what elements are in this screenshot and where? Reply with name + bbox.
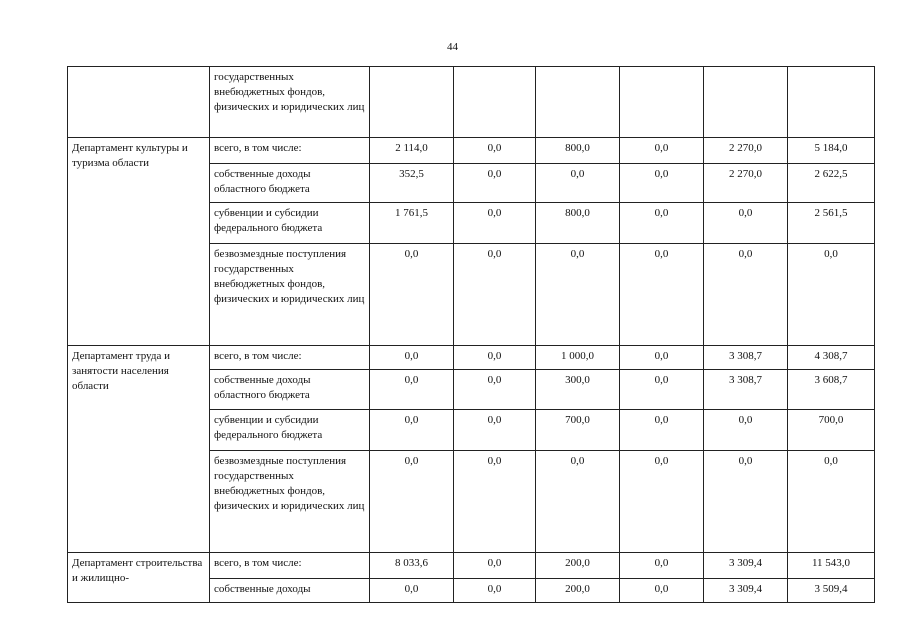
value-cell: 800,0 — [536, 138, 620, 164]
department-cell: Департамент труда и занятости населения области — [68, 346, 210, 553]
value-cell: 0,0 — [704, 203, 788, 244]
value-cell: 0,0 — [454, 138, 536, 164]
value-cell: 0,0 — [788, 244, 875, 346]
table-row — [68, 138, 875, 164]
value-cell: 11 543,0 — [788, 553, 875, 579]
value-cell: 0,0 — [454, 451, 536, 553]
value-cell: 0,0 — [620, 579, 704, 603]
value-cell: 0,0 — [704, 451, 788, 553]
value-cell: 200,0 — [536, 553, 620, 579]
source-cell: безвозмездные поступления государственных внебюджетных фондов, физических и юридических лиц — [210, 244, 370, 346]
value-cell: 352,5 — [370, 164, 454, 203]
value-cell: 0,0 — [454, 553, 536, 579]
value-cell: 0,0 — [370, 244, 454, 346]
value-cell — [536, 67, 620, 138]
value-cell: 0,0 — [704, 244, 788, 346]
value-cell: 3 608,7 — [788, 370, 875, 410]
value-cell — [370, 67, 454, 138]
table-row — [68, 67, 875, 138]
table-row — [68, 553, 875, 579]
value-cell: 700,0 — [788, 410, 875, 451]
source-cell: собственные доходы областного бюджета — [210, 370, 370, 410]
value-cell: 0,0 — [454, 203, 536, 244]
value-cell: 0,0 — [370, 579, 454, 603]
value-cell — [704, 67, 788, 138]
value-cell: 200,0 — [536, 579, 620, 603]
value-cell: 1 761,5 — [370, 203, 454, 244]
source-cell: субвенции и субсидии федерального бюджета — [210, 203, 370, 244]
value-cell: 0,0 — [620, 410, 704, 451]
value-cell: 2 114,0 — [370, 138, 454, 164]
department-cell — [68, 67, 210, 138]
value-cell — [788, 67, 875, 138]
value-cell: 3 509,4 — [788, 579, 875, 603]
value-cell: 5 184,0 — [788, 138, 875, 164]
source-cell: всего, в том числе: — [210, 138, 370, 164]
table-row — [68, 346, 875, 370]
value-cell: 700,0 — [536, 410, 620, 451]
value-cell: 0,0 — [620, 370, 704, 410]
value-cell: 0,0 — [454, 244, 536, 346]
value-cell: 0,0 — [704, 410, 788, 451]
value-cell: 0,0 — [620, 164, 704, 203]
value-cell: 0,0 — [454, 410, 536, 451]
value-cell: 0,0 — [454, 164, 536, 203]
value-cell — [620, 67, 704, 138]
value-cell: 2 622,5 — [788, 164, 875, 203]
value-cell: 0,0 — [454, 346, 536, 370]
department-cell: Департамент культуры и туризма области — [68, 138, 210, 346]
value-cell: 0,0 — [536, 244, 620, 346]
value-cell: 3 309,4 — [704, 579, 788, 603]
value-cell: 0,0 — [536, 164, 620, 203]
source-cell: собственные доходы — [210, 579, 370, 603]
value-cell: 8 033,6 — [370, 553, 454, 579]
value-cell: 4 308,7 — [788, 346, 875, 370]
value-cell: 0,0 — [370, 346, 454, 370]
page-number: 44 — [447, 41, 458, 53]
budget-table — [67, 66, 875, 603]
value-cell — [454, 67, 536, 138]
department-cell: Департамент строительства и жилищно- — [68, 553, 210, 603]
value-cell: 0,0 — [788, 451, 875, 553]
value-cell: 0,0 — [370, 410, 454, 451]
value-cell: 0,0 — [454, 579, 536, 603]
value-cell: 0,0 — [620, 346, 704, 370]
value-cell: 0,0 — [620, 451, 704, 553]
value-cell: 0,0 — [620, 138, 704, 164]
value-cell: 3 309,4 — [704, 553, 788, 579]
source-cell: всего, в том числе: — [210, 346, 370, 370]
value-cell: 2 270,0 — [704, 138, 788, 164]
value-cell: 0,0 — [536, 451, 620, 553]
source-cell: безвозмездные поступления государственных внебюджетных фондов, физических и юридических лиц — [210, 451, 370, 553]
value-cell: 0,0 — [454, 370, 536, 410]
value-cell: 300,0 — [536, 370, 620, 410]
source-cell: собственные доходы областного бюджета — [210, 164, 370, 203]
source-cell: субвенции и субсидии федерального бюджета — [210, 410, 370, 451]
source-cell: всего, в том числе: — [210, 553, 370, 579]
value-cell: 2 561,5 — [788, 203, 875, 244]
value-cell: 800,0 — [536, 203, 620, 244]
value-cell: 1 000,0 — [536, 346, 620, 370]
value-cell: 3 308,7 — [704, 346, 788, 370]
source-cell: государственных внебюджетных фондов, физических и юридических лиц — [210, 67, 370, 138]
value-cell: 0,0 — [370, 370, 454, 410]
value-cell: 0,0 — [620, 244, 704, 346]
value-cell: 0,0 — [370, 451, 454, 553]
value-cell: 0,0 — [620, 203, 704, 244]
value-cell: 0,0 — [620, 553, 704, 579]
value-cell: 2 270,0 — [704, 164, 788, 203]
value-cell: 3 308,7 — [704, 370, 788, 410]
